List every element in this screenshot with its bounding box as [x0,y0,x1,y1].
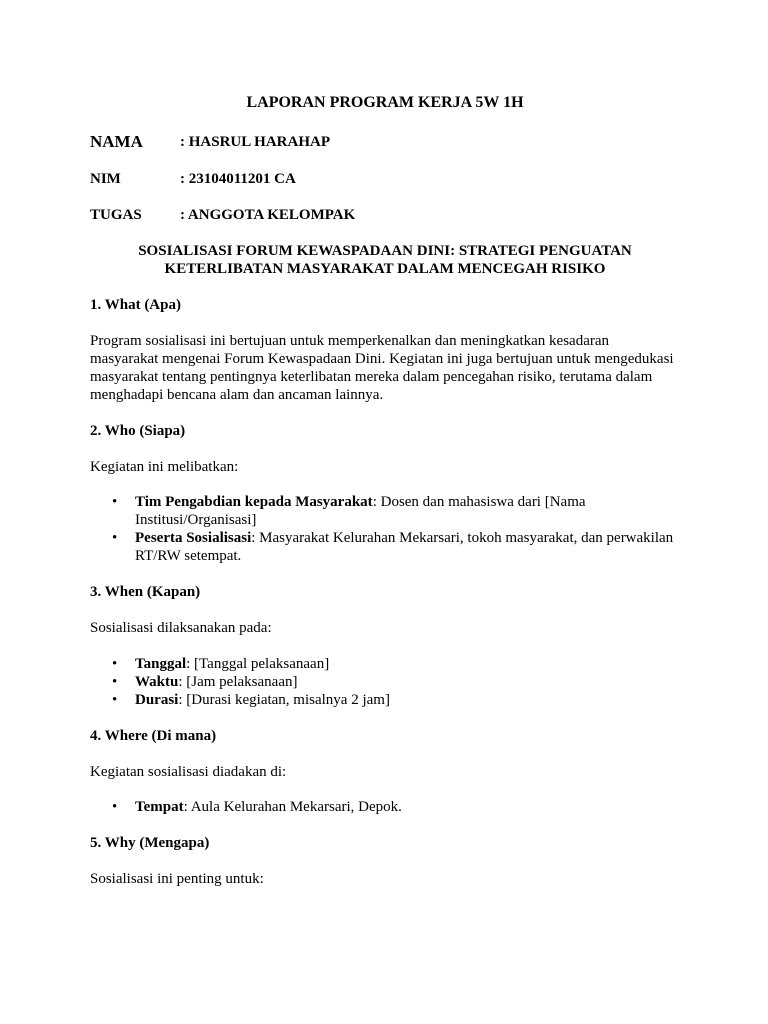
paragraph-line: Program sosialisasi ini bertujuan untuk memperkenalkan dan meningkatkan kesadaran [90,333,610,349]
section-intro-where: Kegiatan sosialisasi diadakan di: [90,764,287,780]
list-item [90,691,690,709]
paragraph-line: menghadapi bencana alam dan ancaman lainnya. [90,387,384,403]
list-item-desc: : Aula Kelurahan Mekarsari, Depok. [183,799,402,815]
subtitle-line: KETERLIBATAN MASYARAKAT DALAM MENCEGAH RISIKO [164,261,606,277]
program-subtitle [90,242,680,278]
list-item-desc: : Dosen dan mahasiswa dari [Nama [372,494,586,510]
section-intro-when: Sosialisasi dilaksanakan pada: [90,620,272,636]
bullet-icon: • [112,494,118,510]
list-item-desc: : Masyarakat Kelurahan Mekarsari, tokoh masyarakat, dan perwakilan [251,530,674,546]
info-value-nama: : HASRUL HARAHAP [180,134,331,150]
info-label-tugas: TUGAS [90,207,142,223]
list-item-term: Tanggal [135,656,187,672]
list-item-desc: RT/RW setempat. [135,548,242,564]
list-item [90,798,690,816]
bullet-list-when [90,655,690,709]
bullet-icon: • [112,799,118,815]
list-item [90,529,690,565]
info-label-nama: NAMA [90,132,143,151]
list-item-desc: : [Durasi kegiatan, misalnya 2 jam] [178,692,390,708]
info-value-nim: : 23104011201 CA [180,171,296,187]
list-item [90,493,690,529]
bullet-list-who [90,493,690,565]
paragraph-line: masyarakat tentang pentingnya keterlibatan mereka dalam pencegahan risiko, terutama dalam [90,369,653,385]
list-item-term: Durasi [135,692,179,708]
list-item [90,673,690,691]
paragraph-line: masyarakat mengenai Forum Kewaspadaan Dini. Kegiatan ini juga bertujuan untuk mengedukasi [90,351,674,367]
bullet-icon: • [112,692,118,708]
list-item [90,655,690,673]
document-title: LAPORAN PROGRAM KERJA 5W 1H [246,94,524,111]
list-item-desc: : [Tanggal pelaksanaan] [186,656,330,672]
list-item-term: Waktu [135,674,179,690]
list-item-term: Peserta Sosialisasi [135,530,252,546]
bullet-icon: • [112,674,118,690]
bullet-icon: • [112,656,118,672]
section-intro-who: Kegiatan ini melibatkan: [90,459,239,475]
section-heading-where: 4. Where (Di mana) [90,728,217,744]
list-item-term: Tim Pengabdian kepada Masyarakat [135,494,373,510]
bullet-list-where [90,798,690,816]
list-item-desc: : [Jam pelaksanaan] [178,674,298,690]
section-paragraph-what [90,332,680,404]
section-intro-why: Sosialisasi ini penting untuk: [90,871,264,887]
list-item-term: Tempat [135,799,184,815]
bullet-icon: • [112,530,118,546]
list-item-desc: Institusi/Organisasi] [135,512,257,528]
section-heading-who: 2. Who (Siapa) [90,423,186,439]
section-heading-why: 5. Why (Mengapa) [90,835,210,851]
info-label-nim: NIM [90,171,121,187]
info-value-tugas: : ANGGOTA KELOMPAK [180,207,356,223]
subtitle-line: SOSIALISASI FORUM KEWASPADAAN DINI: STRATEGI PENGUATAN [138,243,632,259]
section-heading-what: 1. What (Apa) [90,297,181,313]
section-heading-when: 3. When (Kapan) [90,584,201,600]
